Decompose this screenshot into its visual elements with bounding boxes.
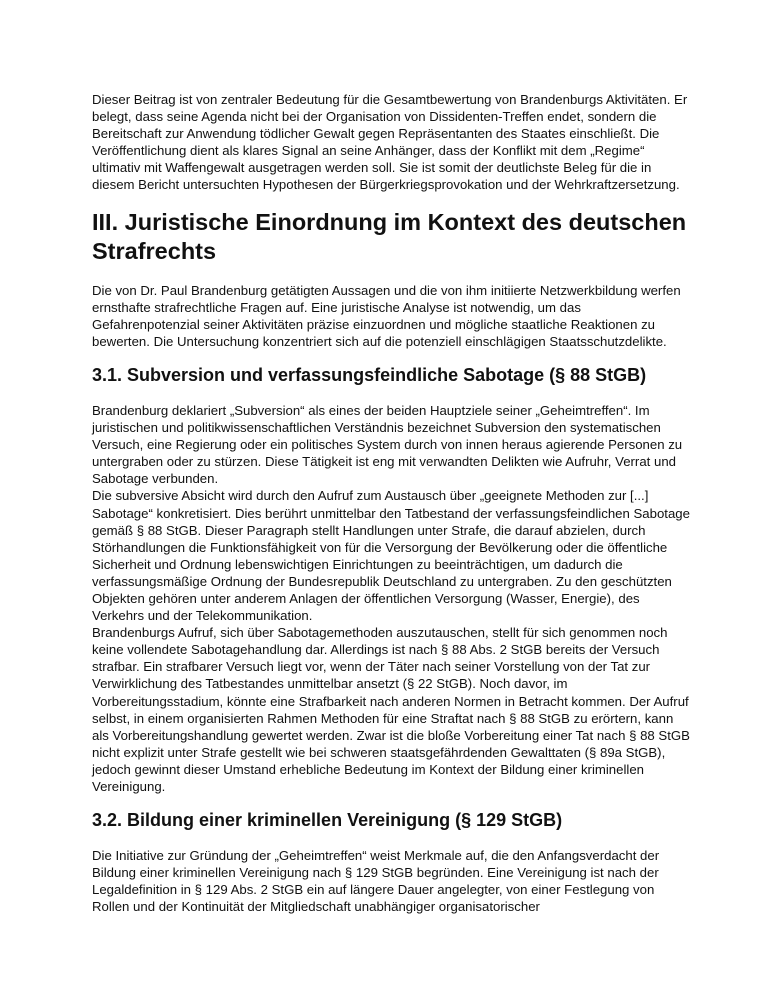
intro-paragraph: Dieser Beitrag ist von zentraler Bedeutung für die Gesamtbewertung von Brandenburgs Aktivitäten. Er belegt, dass seine Agenda nicht bei der Organisation von Dissidenten-Treffen endet, sondern die Bereitschaft zur Anwendung tödlicher Gewalt gegen Repräsentanten des Staates einschließt. Die Veröffentlichung dient als klares Signal an seine Anhänger, dass der Konflikt mit dem „Regime“ ultimativ mit Waffengewalt ausgetragen werden soll. Sie ist somit der deutlichste Beleg für die in diesem Bericht untersuchten Hypothesen der Bürgerkriegsprovokation und der Wehrkraftzersetzung.: [92, 92, 688, 193]
subsection-3-2-heading: 3.2. Bildung einer kriminellen Vereinigung (§ 129 StGB): [92, 810, 563, 831]
section-3-intro: Die von Dr. Paul Brandenburg getätigten Aussagen und die von ihm initiierte Netzwerkbildung werfen ernsthafte strafrechtliche Fragen auf. Eine juristische Analyse ist notwendig, um das Gefahrenpotenzial seiner Aktivitäten präzise einzuordnen und mögliche staatliche Reaktionen zu bewerten. Die Untersuchung konzentriert sich auf die potenziell einschlägigen Staatsschutzdelikte.: [92, 282, 681, 349]
subsection-3-1-paragraph-1: Brandenburg deklariert „Subversion“ als eines der beiden Hauptziele seiner „Geheimtreffen“. Im juristischen und politikwissenschaftlichen Verständnis bezeichnet Subversion den systematischen Versuch, eine Regierung oder ein politisches System durch von innen heraus agierende Personen zu untergraben oder zu stürzen. Diese Tätigkeit ist eng mit verwandten Delikten wie Aufruhr, Verrat und Sabotage verbunden.: [92, 402, 683, 487]
document-page: [92, 91, 692, 915]
section-3-heading: III. Juristische Einordnung im Kontext des deutschen Strafrechts: [92, 208, 687, 264]
subsection-3-1-paragraph-3: Brandenburgs Aufruf, sich über Sabotagemethoden auszutauschen, stellt für sich genommen noch keine vollendete Sabotagehandlung dar. Allerdings ist nach § 88 Abs. 2 StGB bereits der Versuch strafbar. Ein strafbarer Versuch liegt vor, wenn der Täter nach seiner Vorstellung von der Tat zur Verwirklichung des Tatbestandes unmittelbar ansetzt (§ 22 StGB). Noch davor, im Vorbereitungsstadium, könnte eine Strafbarkeit nach anderen Normen in Betracht kommen. Der Aufruf selbst, in einem organisierten Rahmen Methoden für eine Straftat nach § 88 StGB zu erörtern, kann als Vorbereitungshandlung gewertet werden. Zwar ist die bloße Vorbereitung einer Tat nach § 88 StGB nicht explizit unter Strafe gestellt wie bei schweren staatsgefährdenden Gewalttaten (§ 89a StGB), jedoch gewinnt dieser Umstand erhebliche Bedeutung im Kontext der Bildung einer kriminellen Vereinigung.: [92, 625, 690, 794]
subsection-3-2-paragraph-1: Die Initiative zur Gründung der „Geheimtreffen“ weist Merkmale auf, die den Anfangsverdacht der Bildung einer kriminellen Vereinigung nach § 129 StGB begründen. Eine Vereinigung ist nach der Legaldefinition in § 129 Abs. 2 StGB ein auf längere Dauer angelegter, von einer Festlegung von Rollen und der Kontinuität der Mitgliedschaft unabhängiger organisatorischer: [92, 848, 660, 915]
subsection-3-1-paragraph-2: Die subversive Absicht wird durch den Aufruf zum Austausch über „geeignete Methoden zur [...] Sabotage“ konkretisiert. Dies berührt unmittelbar den Tatbestand der verfassungsfeindlichen Sabotage gemäß § 88 StGB. Dieser Paragraph stellt Handlungen unter Strafe, die darauf abzielen, durch Störhandlungen die Funktionsfähigkeit von für die Versorgung der Bevölkerung oder die öffentliche Sicherheit und Ordnung lebenswichtigen Einrichtungen zu beeinträchtigen, um dadurch die verfassungsmäßige Ordnung der Bundesrepublik Deutschland zu untergraben. Zu den geschützten Objekten gehören unter anderem Anlagen der öffentlichen Versorgung (Wasser, Energie), des Verkehrs und der Telekommunikation.: [92, 488, 690, 624]
subsection-3-1-heading: 3.1. Subversion und verfassungsfeindliche Sabotage (§ 88 StGB): [92, 364, 647, 385]
